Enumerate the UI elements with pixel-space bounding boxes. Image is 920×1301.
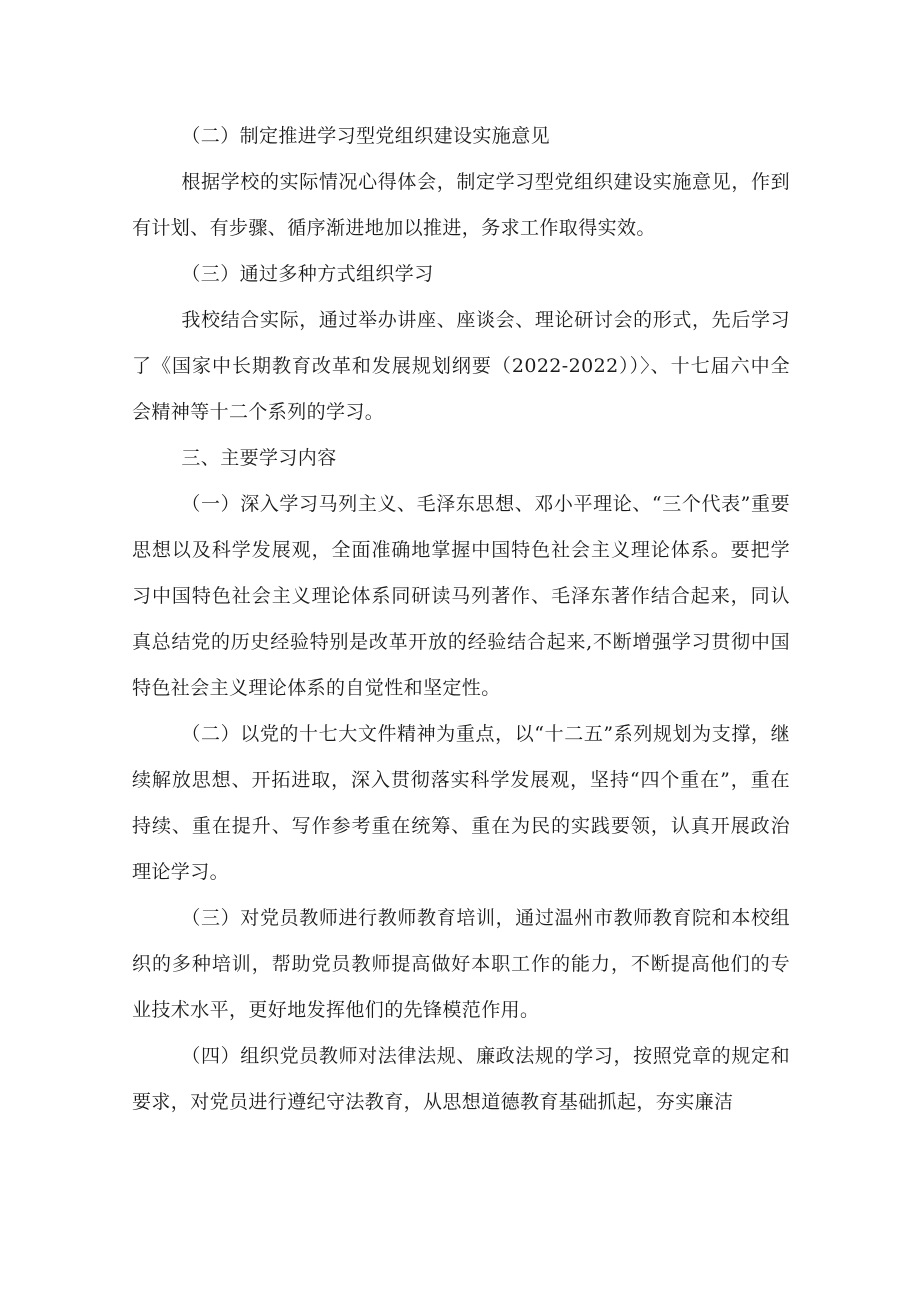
paragraph-item-3: （三）对党员教师进行教师教育培训，通过温州市教师教育院和本校组织的多种培训，帮助党员教师提高做好本职工作的能力，不断提高他们的专业技术水平，更好地发挥他们的先锋模范作用。 bbox=[132, 907, 790, 1021]
document-body bbox=[132, 113, 790, 1125]
paragraph-item-1: （一）深入学习马列主义、毛泽东思想、邓小平理论、“三个代表”重要思想以及科学发展观，全面准确地掌握中国特色社会主义理论体系。要把学习中国特色社会主义理论体系同研读马列著作、毛泽东著作结合起来，同认真总结党的历史经验特别是改革开放的经验结合起来,不断增强学习贯彻中国特色社会主义理论体系的自觉性和坚定性。 bbox=[132, 493, 790, 699]
paragraph-item-4: （四）组织党员教师对法律法规、廉政法规的学习，按照党章的规定和要求，对党员进行遵纪守法教育，从思想道德教育基础抓起，夯实廉洁 bbox=[132, 1045, 790, 1113]
paragraph-plan: 根据学校的实际情况心得体会，制定学习型党组织建设实施意见，作到有计划、有步骤、循序渐进地加以推进，务求工作取得实效。 bbox=[132, 171, 790, 239]
section-heading-2-plan: （二）制定推进学习型党组织建设实施意见 bbox=[181, 125, 550, 147]
paragraph-methods: 我校结合实际，通过举办讲座、座谈会、理论研讨会的形式，先后学习了《国家中长期教育改革和发展规划纲要（2022-2022））〉、十七届六中全会精神等十二个系列的学习。 bbox=[132, 309, 790, 423]
paragraph-item-2: （二）以党的十七大文件精神为重点，以“十二五”系列规划为支撑，继续解放思想、开拓进取，深入贯彻落实科学发展观，坚持“四个重在”，重在持续、重在提升、写作参考重在统筹、重在为民的实践要领，认真开展政治理论学习。 bbox=[132, 723, 790, 883]
section-heading-3-methods: （三）通过多种方式组织学习 bbox=[181, 263, 434, 285]
section-heading-main-content: 三、主要学习内容 bbox=[181, 447, 337, 469]
